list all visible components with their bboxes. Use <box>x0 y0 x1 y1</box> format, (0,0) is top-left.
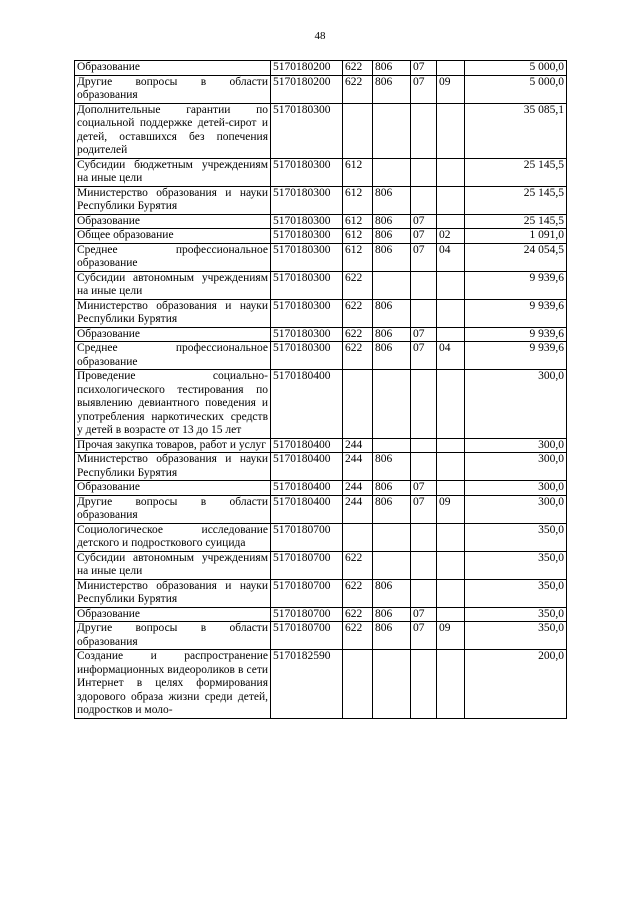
target-article-cell: 5170180300 <box>271 186 343 214</box>
section-cell <box>411 551 437 579</box>
expense-type-cell: 622 <box>343 61 373 76</box>
expense-type-cell: 622 <box>343 327 373 342</box>
ministry-code-cell: 806 <box>373 607 411 622</box>
section-cell <box>411 438 437 453</box>
subsection-cell <box>437 271 465 299</box>
ministry-code-cell <box>373 551 411 579</box>
target-article-cell: 5170180700 <box>271 622 343 650</box>
amount-cell: 5 000,0 <box>465 75 567 103</box>
amount-cell: 9 939,6 <box>465 342 567 370</box>
row-name-cell: Министерство образования и науки Республики Бурятия <box>75 186 271 214</box>
target-article-cell: 5170180400 <box>271 453 343 481</box>
target-article-cell: 5170180300 <box>271 103 343 158</box>
section-cell: 07 <box>411 342 437 370</box>
amount-cell: 200,0 <box>465 650 567 719</box>
row-name-cell: Среднее профессиональное образование <box>75 243 271 271</box>
table-row <box>75 607 567 622</box>
row-name-cell: Дополнительные гарантии по социальной поддержке детей-сирот и детей, оставшихся без попечения родителей <box>75 103 271 158</box>
amount-cell: 25 145,5 <box>465 158 567 186</box>
section-cell: 07 <box>411 229 437 244</box>
target-article-cell: 5170180700 <box>271 579 343 607</box>
ministry-code-cell <box>373 370 411 439</box>
subsection-cell: 04 <box>437 243 465 271</box>
amount-cell: 9 939,6 <box>465 299 567 327</box>
ministry-code-cell <box>373 650 411 719</box>
expense-type-cell: 244 <box>343 481 373 496</box>
ministry-code-cell: 806 <box>373 579 411 607</box>
amount-cell: 350,0 <box>465 523 567 551</box>
target-article-cell: 5170180400 <box>271 370 343 439</box>
row-name-cell: Другие вопросы в области образования <box>75 495 271 523</box>
expense-type-cell: 612 <box>343 158 373 186</box>
target-article-cell: 5170180200 <box>271 75 343 103</box>
expense-type-cell: 622 <box>343 299 373 327</box>
row-name-cell: Субсидии автономным учреждениям на иные цели <box>75 551 271 579</box>
section-cell <box>411 158 437 186</box>
amount-cell: 25 145,5 <box>465 214 567 229</box>
ministry-code-cell <box>373 158 411 186</box>
table-row <box>75 438 567 453</box>
amount-cell: 300,0 <box>465 438 567 453</box>
table-row <box>75 453 567 481</box>
table-row <box>75 158 567 186</box>
section-cell: 07 <box>411 622 437 650</box>
subsection-cell <box>437 103 465 158</box>
section-cell <box>411 453 437 481</box>
amount-cell: 5 000,0 <box>465 61 567 76</box>
row-name-cell: Министерство образования и науки Республики Бурятия <box>75 299 271 327</box>
section-cell <box>411 299 437 327</box>
section-cell <box>411 370 437 439</box>
ministry-code-cell: 806 <box>373 61 411 76</box>
table-row <box>75 186 567 214</box>
table-row <box>75 214 567 229</box>
table-row <box>75 523 567 551</box>
ministry-code-cell: 806 <box>373 481 411 496</box>
subsection-cell: 09 <box>437 622 465 650</box>
target-article-cell: 5170182590 <box>271 650 343 719</box>
budget-table <box>74 60 567 719</box>
row-name-cell: Субсидии автономным учреждениям на иные цели <box>75 271 271 299</box>
table-row <box>75 342 567 370</box>
section-cell <box>411 579 437 607</box>
target-article-cell: 5170180300 <box>271 271 343 299</box>
ministry-code-cell: 806 <box>373 495 411 523</box>
amount-cell: 1 091,0 <box>465 229 567 244</box>
table-body <box>75 61 567 719</box>
amount-cell: 25 145,5 <box>465 186 567 214</box>
expense-type-cell: 622 <box>343 342 373 370</box>
ministry-code-cell <box>373 523 411 551</box>
table-row <box>75 103 567 158</box>
table-row <box>75 243 567 271</box>
target-article-cell: 5170180300 <box>271 229 343 244</box>
ministry-code-cell: 806 <box>373 622 411 650</box>
section-cell: 07 <box>411 214 437 229</box>
table-row <box>75 229 567 244</box>
amount-cell: 300,0 <box>465 453 567 481</box>
table-row <box>75 299 567 327</box>
ministry-code-cell: 806 <box>373 186 411 214</box>
target-article-cell: 5170180300 <box>271 158 343 186</box>
expense-type-cell: 244 <box>343 495 373 523</box>
subsection-cell <box>437 453 465 481</box>
expense-type-cell: 612 <box>343 243 373 271</box>
subsection-cell: 09 <box>437 495 465 523</box>
subsection-cell <box>437 650 465 719</box>
expense-type-cell: 622 <box>343 579 373 607</box>
table-row <box>75 481 567 496</box>
expense-type-cell: 612 <box>343 186 373 214</box>
expense-type-cell: 622 <box>343 607 373 622</box>
expense-type-cell: 622 <box>343 622 373 650</box>
section-cell <box>411 186 437 214</box>
subsection-cell <box>437 370 465 439</box>
amount-cell: 350,0 <box>465 579 567 607</box>
table-row <box>75 327 567 342</box>
row-name-cell: Другие вопросы в области образования <box>75 622 271 650</box>
row-name-cell: Создание и распространение информационных видеороликов в сети Интернет в целях формирования здорового образа жизни среди детей, подростков и моло- <box>75 650 271 719</box>
subsection-cell <box>437 579 465 607</box>
amount-cell: 35 085,1 <box>465 103 567 158</box>
section-cell: 07 <box>411 75 437 103</box>
ministry-code-cell: 806 <box>373 342 411 370</box>
ministry-code-cell <box>373 103 411 158</box>
amount-cell: 350,0 <box>465 607 567 622</box>
expense-type-cell: 622 <box>343 271 373 299</box>
row-name-cell: Образование <box>75 607 271 622</box>
subsection-cell <box>437 607 465 622</box>
page-number: 48 <box>314 30 326 42</box>
target-article-cell: 5170180700 <box>271 551 343 579</box>
row-name-cell: Проведение социально-психологического тестирования по выявлению девиантного поведения и употребления наркотических средств у детей в возрасте от 13 до 15 лет <box>75 370 271 439</box>
expense-type-cell: 612 <box>343 229 373 244</box>
expense-type-cell: 244 <box>343 438 373 453</box>
expense-type-cell: 622 <box>343 551 373 579</box>
amount-cell: 300,0 <box>465 481 567 496</box>
row-name-cell: Образование <box>75 214 271 229</box>
section-cell <box>411 650 437 719</box>
ministry-code-cell: 806 <box>373 327 411 342</box>
row-name-cell: Образование <box>75 327 271 342</box>
row-name-cell: Министерство образования и науки Республики Бурятия <box>75 579 271 607</box>
subsection-cell <box>437 299 465 327</box>
subsection-cell: 09 <box>437 75 465 103</box>
target-article-cell: 5170180300 <box>271 243 343 271</box>
table-row <box>75 579 567 607</box>
table-row <box>75 271 567 299</box>
row-name-cell: Образование <box>75 61 271 76</box>
amount-cell: 350,0 <box>465 622 567 650</box>
target-article-cell: 5170180300 <box>271 342 343 370</box>
subsection-cell <box>437 438 465 453</box>
ministry-code-cell: 806 <box>373 243 411 271</box>
subsection-cell <box>437 214 465 229</box>
table-row <box>75 370 567 439</box>
subsection-cell <box>437 327 465 342</box>
subsection-cell <box>437 186 465 214</box>
target-article-cell: 5170180700 <box>271 607 343 622</box>
table-row <box>75 495 567 523</box>
section-cell <box>411 523 437 551</box>
table-row <box>75 622 567 650</box>
subsection-cell <box>437 158 465 186</box>
subsection-cell: 02 <box>437 229 465 244</box>
expense-type-cell <box>343 650 373 719</box>
ministry-code-cell: 806 <box>373 299 411 327</box>
target-article-cell: 5170180200 <box>271 61 343 76</box>
amount-cell: 24 054,5 <box>465 243 567 271</box>
ministry-code-cell <box>373 438 411 453</box>
section-cell: 07 <box>411 243 437 271</box>
subsection-cell <box>437 481 465 496</box>
section-cell: 07 <box>411 327 437 342</box>
row-name-cell: Прочая закупка товаров, работ и услуг <box>75 438 271 453</box>
row-name-cell: Среднее профессиональное образование <box>75 342 271 370</box>
amount-cell: 350,0 <box>465 551 567 579</box>
amount-cell: 300,0 <box>465 370 567 439</box>
expense-type-cell: 622 <box>343 75 373 103</box>
expense-type-cell <box>343 370 373 439</box>
row-name-cell: Образование <box>75 481 271 496</box>
row-name-cell: Другие вопросы в области образования <box>75 75 271 103</box>
target-article-cell: 5170180300 <box>271 327 343 342</box>
table-row <box>75 551 567 579</box>
section-cell <box>411 271 437 299</box>
table-row <box>75 650 567 719</box>
section-cell: 07 <box>411 607 437 622</box>
target-article-cell: 5170180400 <box>271 495 343 523</box>
target-article-cell: 5170180300 <box>271 214 343 229</box>
expense-type-cell <box>343 103 373 158</box>
expense-type-cell: 612 <box>343 214 373 229</box>
amount-cell: 9 939,6 <box>465 327 567 342</box>
target-article-cell: 5170180400 <box>271 481 343 496</box>
row-name-cell: Социологическое исследование детского и подросткового суицида <box>75 523 271 551</box>
subsection-cell: 04 <box>437 342 465 370</box>
ministry-code-cell: 806 <box>373 229 411 244</box>
subsection-cell <box>437 523 465 551</box>
row-name-cell: Министерство образования и науки Республики Бурятия <box>75 453 271 481</box>
ministry-code-cell: 806 <box>373 75 411 103</box>
table-row <box>75 61 567 76</box>
subsection-cell <box>437 61 465 76</box>
section-cell: 07 <box>411 495 437 523</box>
amount-cell: 300,0 <box>465 495 567 523</box>
row-name-cell: Субсидии бюджетным учреждениям на иные цели <box>75 158 271 186</box>
section-cell <box>411 103 437 158</box>
amount-cell: 9 939,6 <box>465 271 567 299</box>
subsection-cell <box>437 551 465 579</box>
section-cell: 07 <box>411 481 437 496</box>
target-article-cell: 5170180300 <box>271 299 343 327</box>
table-row <box>75 75 567 103</box>
expense-type-cell: 244 <box>343 453 373 481</box>
row-name-cell: Общее образование <box>75 229 271 244</box>
target-article-cell: 5170180400 <box>271 438 343 453</box>
expense-type-cell <box>343 523 373 551</box>
section-cell: 07 <box>411 61 437 76</box>
ministry-code-cell: 806 <box>373 453 411 481</box>
target-article-cell: 5170180700 <box>271 523 343 551</box>
ministry-code-cell <box>373 271 411 299</box>
ministry-code-cell: 806 <box>373 214 411 229</box>
